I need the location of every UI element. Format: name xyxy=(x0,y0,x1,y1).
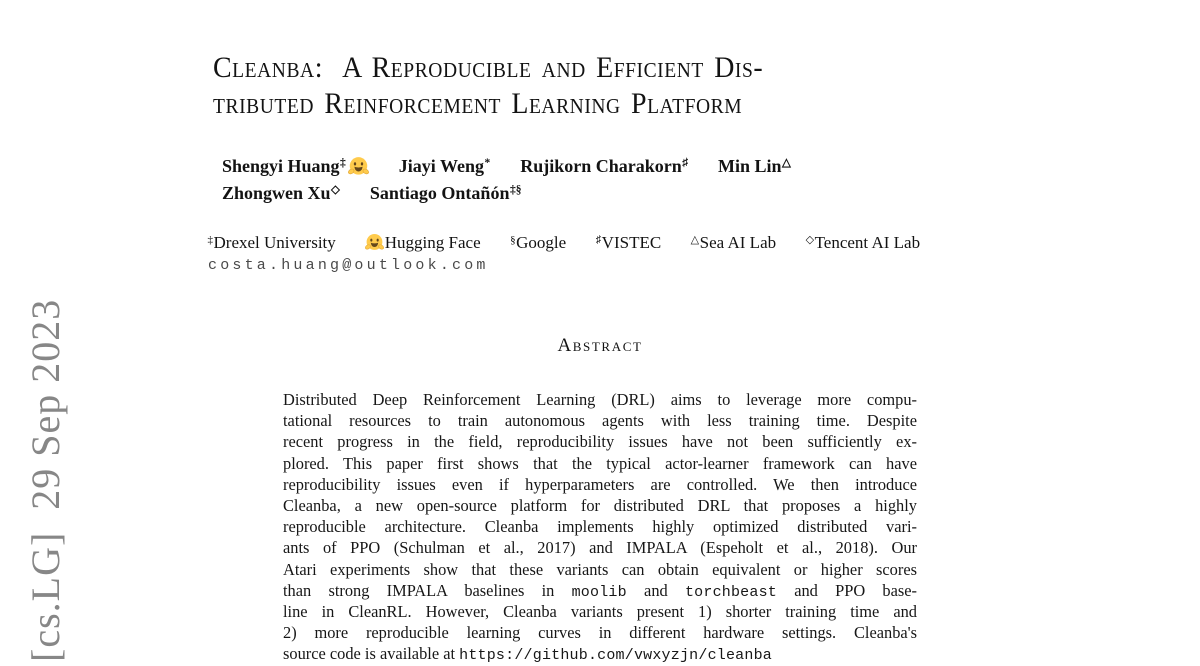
author-shengyi-huang xyxy=(222,156,369,176)
author-name: Jiayi Weng xyxy=(398,156,484,176)
affiliation-name: Google xyxy=(516,233,567,252)
abstract-line xyxy=(283,643,917,664)
affiliation-line xyxy=(207,233,949,253)
affiliation-name: Drexel University xyxy=(213,233,336,252)
affiliation-name: Tencent AI Lab xyxy=(814,233,921,252)
abstract-text: reproducible architecture. Cleanba implements highly optimized distributed vari- xyxy=(283,517,917,537)
hugging-face-emoji-icon xyxy=(365,233,384,252)
abstract-heading: Abstract xyxy=(557,335,643,356)
abstract-line xyxy=(283,622,917,643)
author-row-1 xyxy=(222,153,821,180)
author-name: Shengyi Huang xyxy=(222,156,340,176)
author-affiliation-marker: ◇ xyxy=(331,183,340,196)
abstract-text: plored. This paper first shows that the typical actor-learner framework can have xyxy=(283,453,917,473)
paper-title xyxy=(213,50,763,122)
affiliation-marker: ‡ xyxy=(207,233,213,246)
abstract-line xyxy=(283,495,917,516)
abstract-line xyxy=(283,516,917,537)
abstract-line xyxy=(283,580,917,601)
abstract-text: line in CleanRL. However, Cleanba variants present 1) shorter training time and xyxy=(283,601,917,621)
abstract-text: ants of PPO (Schulman et al., 2017) and IMPALA (Espeholt et al., 2018). Our xyxy=(283,538,917,558)
abstract-text: and PPO base- xyxy=(776,580,917,600)
affiliation-name: Sea AI Lab xyxy=(699,233,777,252)
abstract-text: Cleanba, a new open-source platform for distributed DRL that proposes a highly xyxy=(283,495,917,515)
abstract-code-text: moolib xyxy=(571,583,627,601)
abstract-text: reproducibility issues even if hyperparameters are controlled. We then introduce xyxy=(283,474,917,494)
affiliation-name: Hugging Face xyxy=(384,233,481,252)
affiliation-name: VISTEC xyxy=(601,233,662,252)
author-name: Min Lin xyxy=(718,156,782,176)
affiliation-tencent-ai-lab xyxy=(805,233,920,252)
abstract-text: tational resources to train autonomous agents with less training time. Despite xyxy=(283,411,917,431)
affiliation-marker: ♯ xyxy=(595,233,602,246)
abstract-line xyxy=(283,410,917,431)
affiliation-google xyxy=(510,233,567,252)
affiliation-marker: ◇ xyxy=(805,233,815,246)
abstract-code-text: https://github.com/vwxyzjn/cleanba xyxy=(459,647,772,665)
abstract-line xyxy=(283,559,917,580)
affiliation-emoji xyxy=(365,233,385,252)
abstract-code-text: torchbeast xyxy=(684,583,777,601)
abstract-text: and xyxy=(626,580,685,600)
author-affiliation-marker: ♯ xyxy=(682,156,689,169)
abstract-text: recent progress in the field, reproducibility issues have not been sufficiently ex- xyxy=(283,432,917,452)
title-line-2: tributed Reinforcement Learning Platform xyxy=(213,87,743,120)
author-name: Santiago Ontañón xyxy=(369,183,510,203)
arxiv-watermark: [cs.LG] 29 Sep 2023 xyxy=(23,298,68,662)
author-affiliation-marker: * xyxy=(484,156,491,169)
author-emoji xyxy=(346,156,369,176)
abstract-body xyxy=(283,389,917,664)
abstract-text: 2) more reproducible learning curves in different hardware settings. Cleanba's xyxy=(283,623,917,643)
author-min-lin xyxy=(718,156,791,176)
author-affiliation-marker: ‡ xyxy=(340,156,346,169)
author-affiliation-marker: ‡§ xyxy=(509,183,522,196)
abstract-line xyxy=(283,474,917,495)
abstract-line xyxy=(283,537,917,558)
author-rujikorn-charakorn xyxy=(520,156,688,176)
affiliation-vistec xyxy=(595,233,661,252)
author-affiliation-marker: △ xyxy=(782,156,791,169)
author-row-2 xyxy=(222,180,821,207)
author-name: Rujikorn Charakorn xyxy=(520,156,682,176)
affiliation-marker: △ xyxy=(690,233,700,246)
abstract-line xyxy=(283,601,917,622)
affiliation-drexel-university xyxy=(207,233,336,252)
abstract-line xyxy=(283,389,917,410)
author-name: Zhongwen Xu xyxy=(222,183,331,203)
abstract-line xyxy=(283,431,917,452)
abstract-text: Atari experiments show that these variants can obtain equivalent or higher scores xyxy=(283,559,917,579)
title-line-1: Cleanba: A Reproducible and Efficient Dis- xyxy=(213,51,764,84)
affiliation-hugging-face xyxy=(365,233,481,252)
affiliation-sea-ai-lab xyxy=(690,233,776,252)
hugging-face-emoji-icon xyxy=(348,156,369,177)
contact-email: costa.huang@outlook.com xyxy=(208,257,489,274)
author-zhongwen-xu xyxy=(222,183,340,203)
abstract-line xyxy=(283,453,917,474)
author-jiayi-weng xyxy=(399,156,490,176)
abstract-text: Distributed Deep Reinforcement Learning (DRL) aims to leverage more compu- xyxy=(283,390,917,409)
author-block xyxy=(222,153,821,207)
author-santiago-onta-n xyxy=(370,183,522,203)
abstract-text: source code is available at xyxy=(283,644,460,664)
abstract-text: than strong IMPALA baselines in xyxy=(283,580,572,600)
affiliation-marker: § xyxy=(510,233,516,246)
